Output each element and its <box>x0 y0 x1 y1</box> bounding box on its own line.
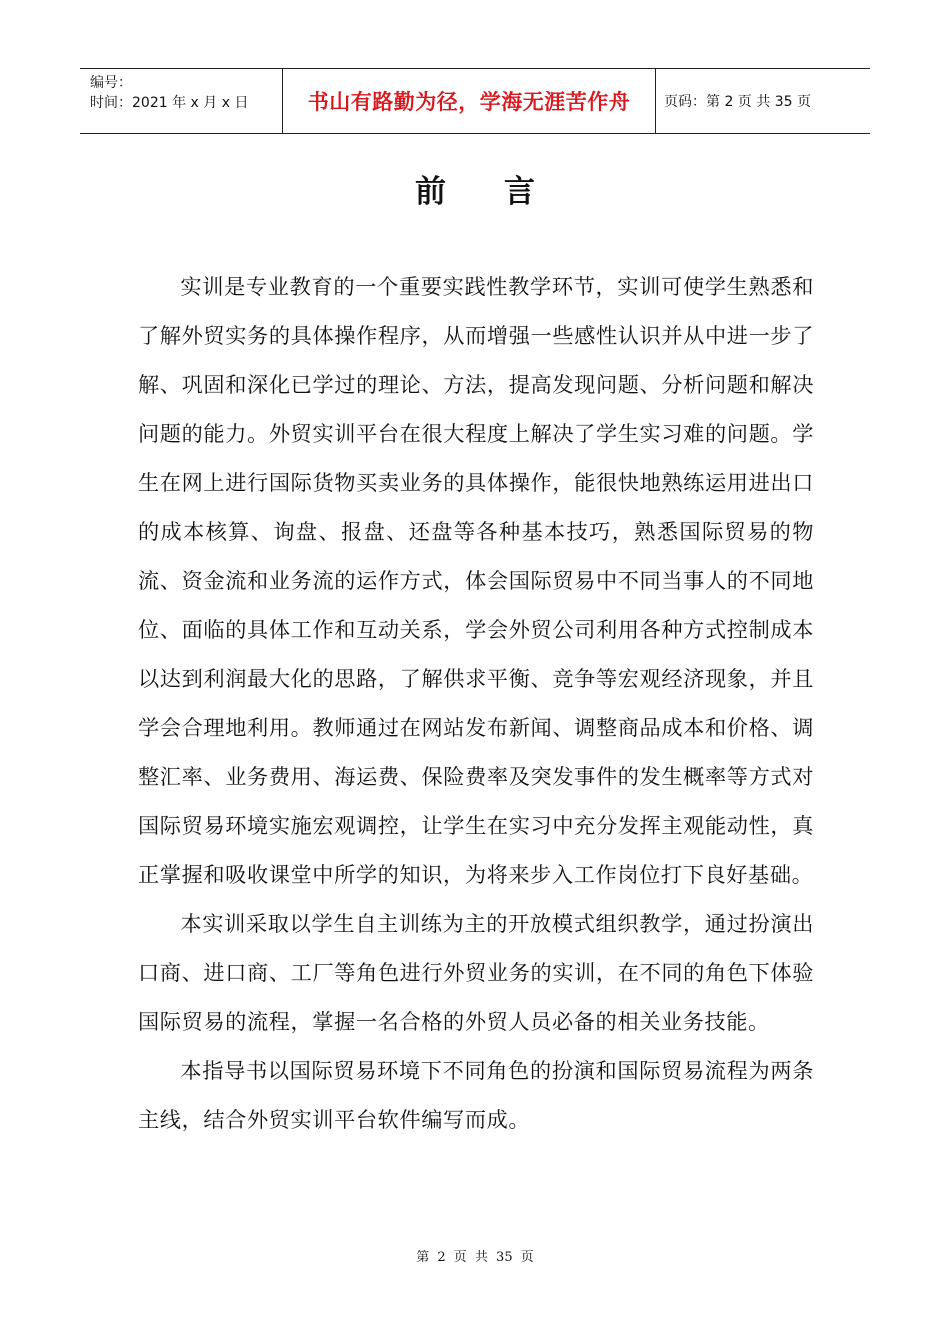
body-text <box>138 262 814 1144</box>
page-footer <box>0 1246 950 1265</box>
paragraph-1: 实训是专业教育的一个重要实践性教学环节，实训可使学生熟悉和了解外贸实务的具体操作程序，从而增强一些感性认识并从中进一步了解、巩固和深化已学过的理论、方法，提高发现问题、分析问题和解决问题的能力。外贸实训平台在很大程度上解决了学生实习难的问题。学生在网上进行国际货物买卖业务的具体操作，能很快地熟练运用进出口的成本核算、询盘、报盘、还盘等各种基本技巧，熟悉国际贸易的物流、资金流和业务流的运作方式，体会国际贸易中不同当事人的不同地位、面临的具体工作和互动关系，学会外贸公司利用各种方式控制成本以达到利润最大化的思路，了解供求平衡、竞争等宏观经济现象，并且学会合理地利用。教师通过在网站发布新闻、调整商品成本和价格、调整汇率、业务费用、海运费、保险费率及突发事件的发生概率等方式对国际贸易环境实施宏观调控，让学生在实习中充分发挥主观能动性，真正掌握和吸收课堂中所学的知识，为将来步入工作岗位打下良好基础。 <box>138 274 814 887</box>
paragraph-2: 本实训采取以学生自主训练为主的开放模式组织教学，通过扮演出口商、进口商、工厂等角色进行外贸业务的实训，在不同的角色下体验国际贸易的流程，掌握一名合格的外贸人员必备的相关业务技能。 <box>138 911 814 1034</box>
document-number-label: 编号： <box>90 75 132 91</box>
page-title-part1: 前 <box>415 174 446 210</box>
header-page-info: 页码：第 2 页 共 35 页 <box>664 94 811 110</box>
footer-page-number: 第 2 页 共 35 页 <box>416 1250 534 1265</box>
header-page-cell <box>656 69 870 133</box>
header-motto: 书山有路勤为径，学海无涯苦作舟 <box>307 90 631 114</box>
header-motto-cell <box>282 69 656 133</box>
paragraph-3: 本指导书以国际贸易环境下不同角色的扮演和国际贸易流程为两条主线，结合外贸实训平台软件编写而成。 <box>138 1058 814 1132</box>
page-title <box>0 166 950 211</box>
header-meta-cell <box>80 69 282 133</box>
page-title-part2: 言 <box>504 174 535 210</box>
header-table <box>80 68 870 134</box>
document-time-label: 时间：2021 年 x 月 x 日 <box>90 95 249 111</box>
